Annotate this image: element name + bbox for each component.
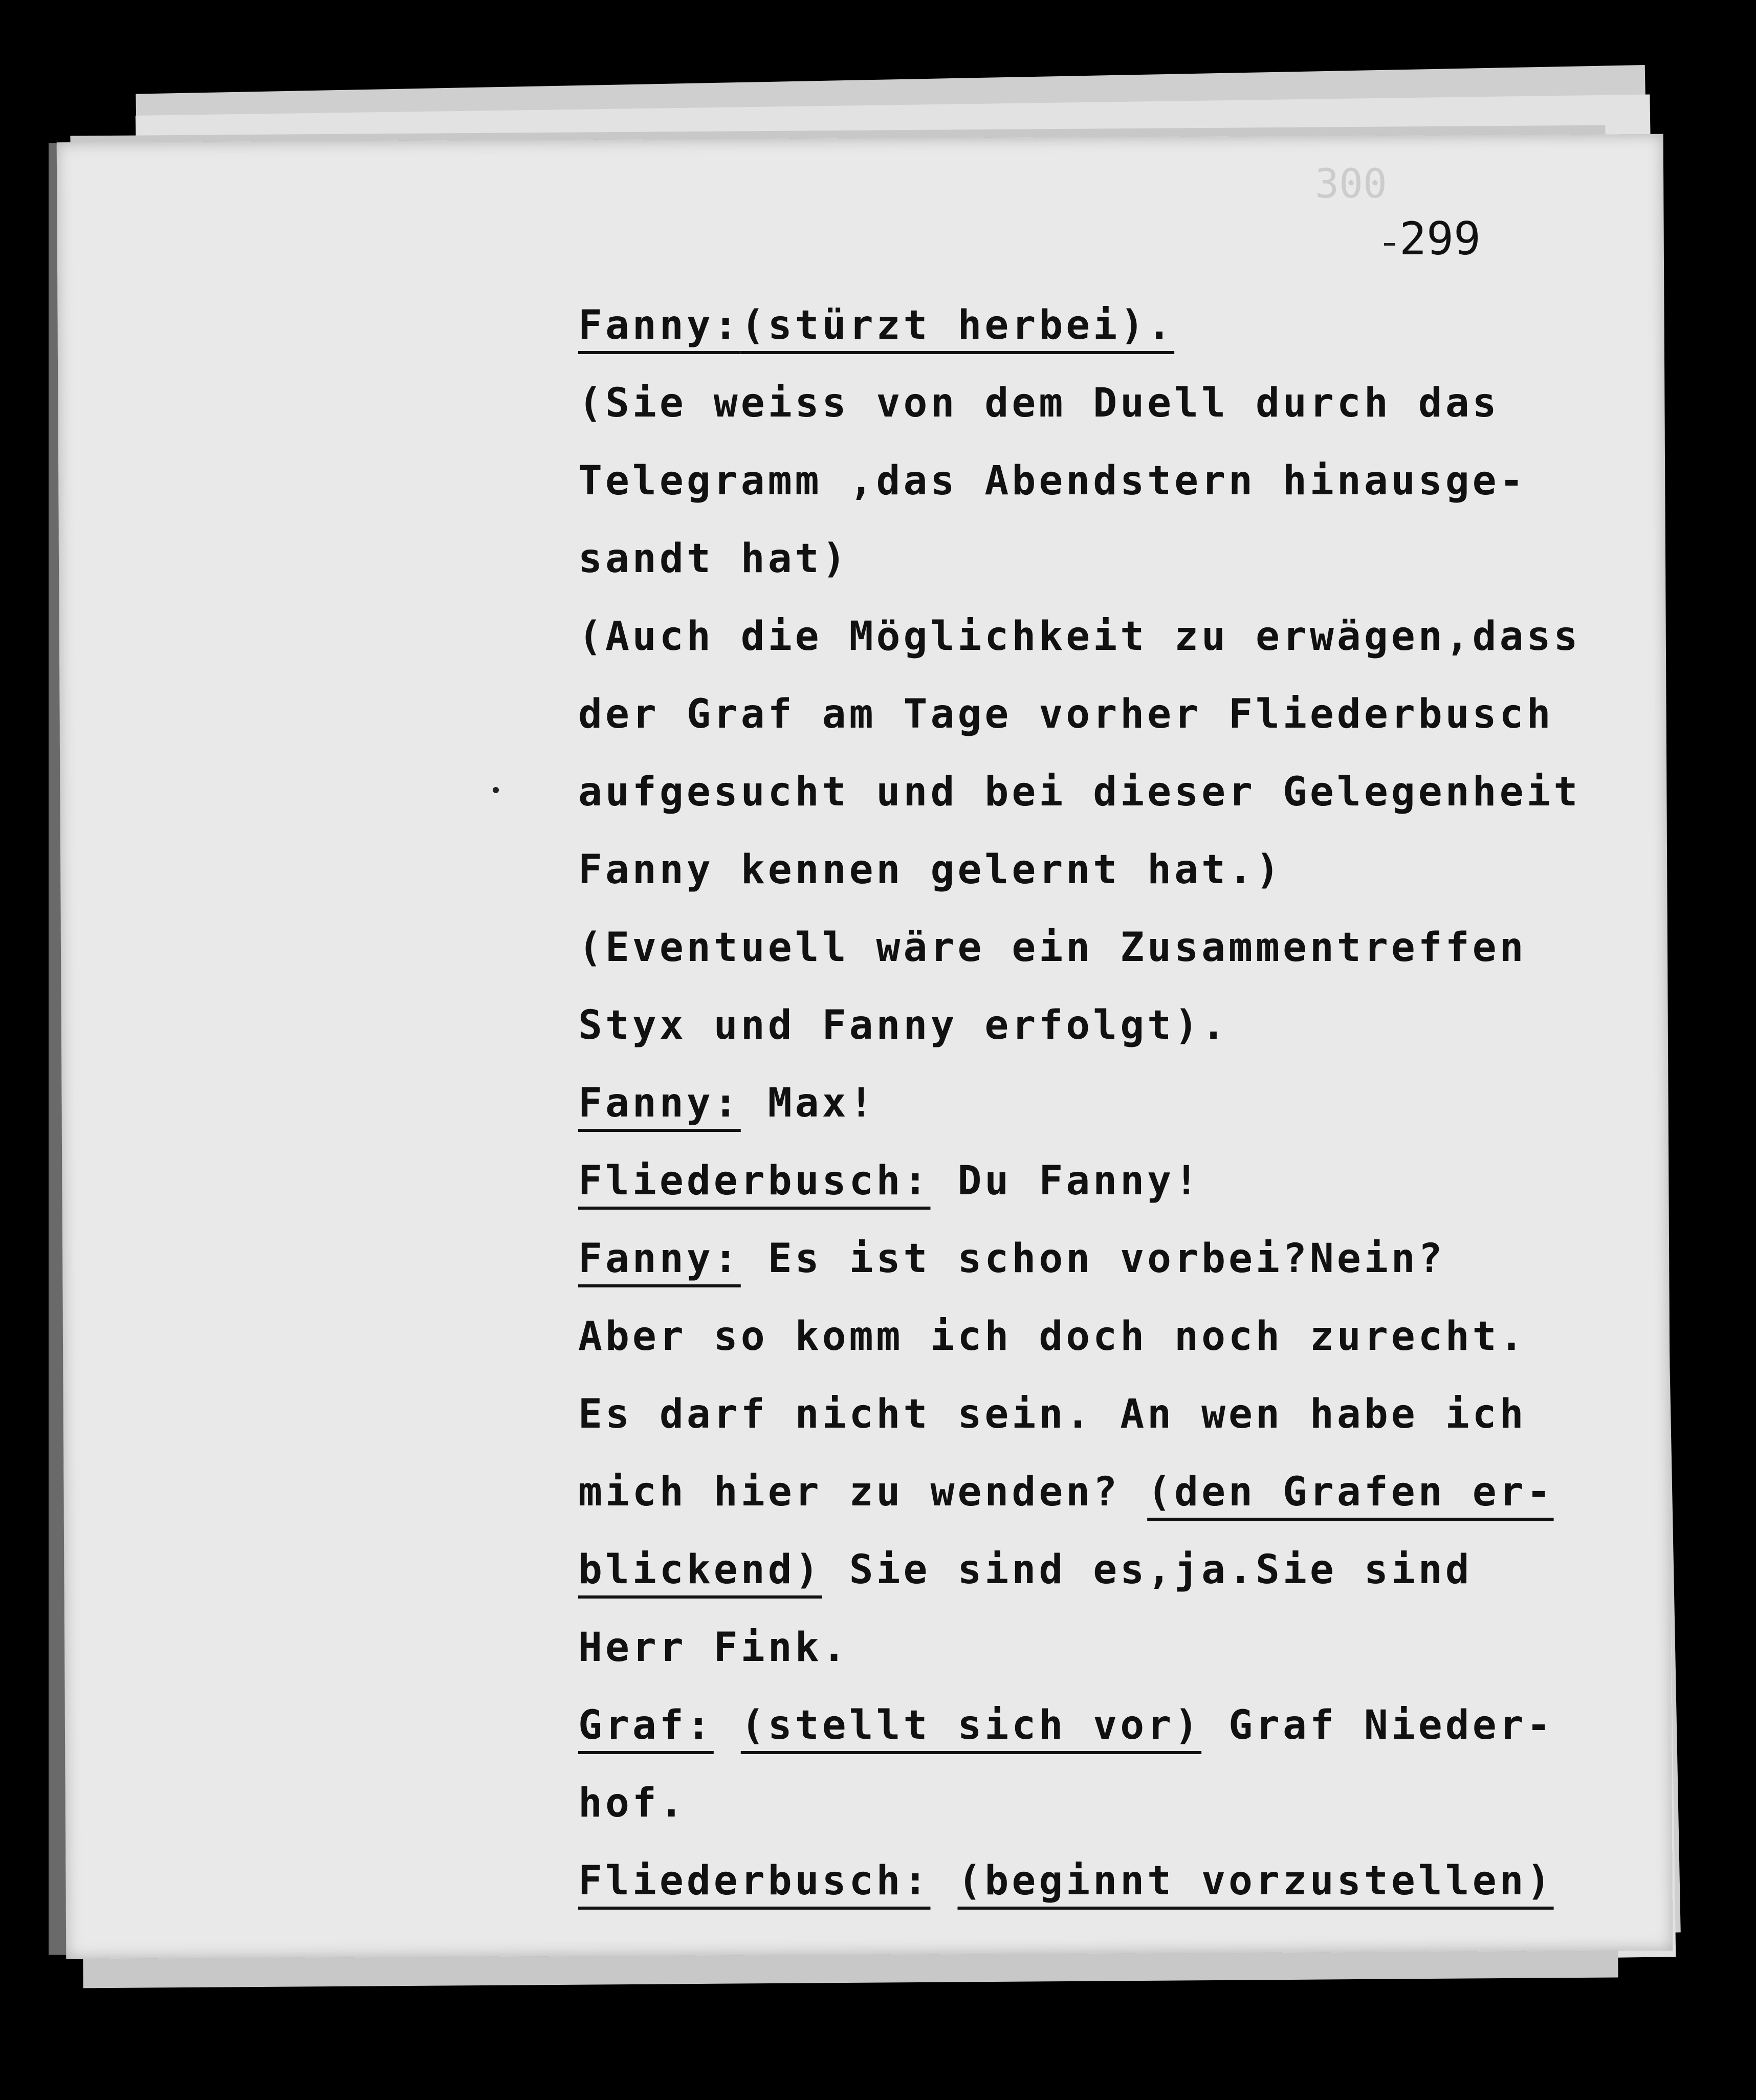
ink-dot (493, 787, 499, 793)
underlined-segment: Fanny: (578, 1080, 741, 1126)
underlined-segment: (beginnt vorzustellen) (957, 1858, 1554, 1904)
text-segment: Fanny kennen gelernt hat.) (578, 847, 1283, 893)
typescript-body (578, 287, 1581, 1920)
text-segment: mich hier zu wenden? (578, 1469, 1148, 1515)
underlined-segment: (den Grafen er- (1147, 1469, 1554, 1515)
text-segment: hof. (578, 1780, 687, 1826)
text-line (578, 598, 1581, 675)
underlined-segment: Fanny: (578, 302, 741, 348)
text-line (578, 520, 1576, 598)
text-segment: Du Fanny! (930, 1158, 1202, 1204)
bleed-through-page-number: 300 (1315, 161, 1387, 207)
text-line (578, 753, 1581, 831)
text-segment: (Eventuell wäre ein Zusammentreffen (578, 925, 1527, 971)
text-segment: Sie sind es,ja.Sie sind (822, 1547, 1473, 1593)
underlined-segment: (stellt sich vor) (740, 1702, 1202, 1748)
text-line (578, 675, 1576, 753)
text-line (578, 1375, 1576, 1453)
underlined-segment: blickend) (578, 1547, 822, 1593)
text-segment: Es ist schon vorbei?Nein? (740, 1236, 1445, 1282)
text-segment: Herr Fink. (578, 1625, 849, 1671)
text-line (578, 1453, 1576, 1531)
text-line (578, 1764, 1576, 1842)
underlined-segment: Fliederbusch: (578, 1858, 931, 1904)
text-line (578, 287, 1576, 364)
text-line (578, 909, 1576, 987)
text-segment: Max! (740, 1080, 876, 1126)
text-segment (930, 1858, 957, 1904)
text-segment: Graf Nieder- (1201, 1702, 1554, 1748)
text-line (578, 987, 1576, 1064)
underlined-segment: Fliederbusch: (578, 1158, 931, 1204)
text-line (578, 1142, 1576, 1220)
underlined-segment: Graf: (578, 1702, 714, 1748)
text-line (578, 1842, 1576, 1920)
text-line (578, 1609, 1576, 1687)
text-segment: Es darf nicht sein. An wen habe ich (578, 1391, 1527, 1437)
text-line (578, 1298, 1576, 1375)
underlined-segment: (stürzt herbei). (740, 302, 1175, 348)
page-number: 299 (1399, 212, 1481, 265)
text-segment: Telegramm ,das Abendstern hinausge- (578, 458, 1527, 504)
page-number-dash (1384, 243, 1395, 246)
text-line (578, 1064, 1576, 1142)
text-segment: sandt hat) (578, 536, 849, 582)
text-line (578, 1531, 1576, 1609)
text-segment: Aber so komm ich doch noch zurecht. (578, 1314, 1527, 1360)
text-line (578, 1687, 1576, 1764)
text-line (578, 1220, 1576, 1298)
text-segment: Styx und Fanny erfolgt). (578, 1002, 1229, 1048)
text-line (578, 442, 1576, 520)
text-segment: (Sie weiss von dem Duell durch das (578, 380, 1500, 426)
text-segment: (Auch die Möglichkeit zu erwägen,dass (578, 614, 1581, 660)
text-segment: aufgesucht und bei dieser Gelegenheit (578, 769, 1581, 815)
text-segment: der Graf am Tage vorher Fliederbusch (578, 691, 1554, 737)
text-line (578, 831, 1576, 909)
text-segment (714, 1702, 741, 1748)
underlined-segment: Fanny: (578, 1236, 741, 1282)
text-line (578, 364, 1576, 442)
